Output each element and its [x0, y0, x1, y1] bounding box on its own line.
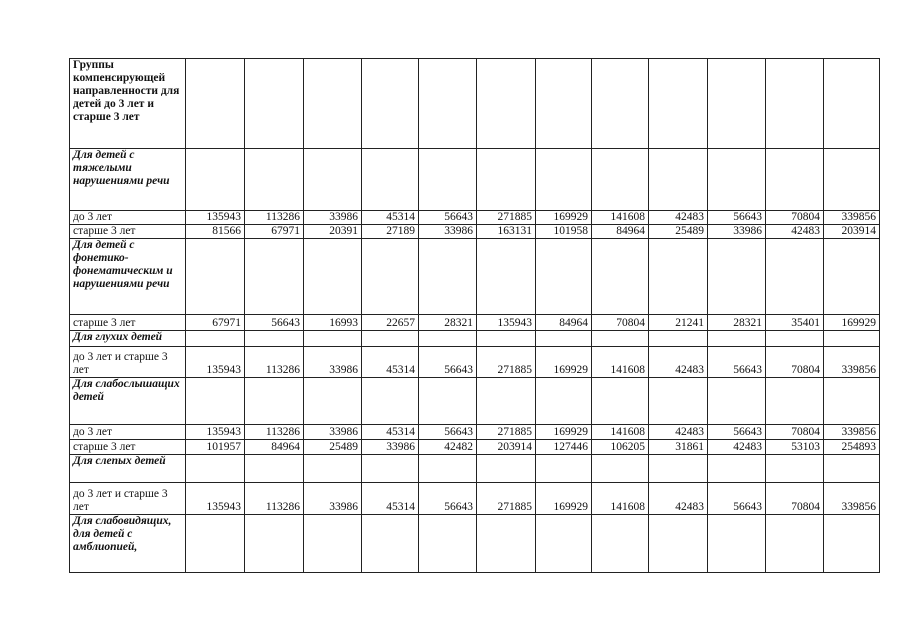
table-cell: 31861	[649, 440, 708, 455]
table-cell: 28321	[419, 315, 477, 331]
category-row	[70, 455, 880, 483]
row-label: старше 3 лет	[70, 315, 186, 331]
table-cell: 42483	[649, 425, 708, 440]
row-label: до 3 лет и старше 3 лет	[70, 347, 186, 378]
row-label: до 3 лет	[70, 425, 186, 440]
table-cell	[708, 239, 766, 315]
table-cell	[649, 149, 708, 211]
table-cell: 25489	[304, 440, 362, 455]
table-cell: 169929	[536, 483, 592, 515]
table-cell: 271885	[477, 483, 536, 515]
table-cell: 33986	[419, 225, 477, 239]
table-cell: 56643	[419, 425, 477, 440]
table-cell: 70804	[766, 483, 824, 515]
table-cell: 70804	[766, 347, 824, 378]
table-cell: 113286	[245, 425, 304, 440]
table-cell: 70804	[592, 315, 649, 331]
table-cell	[766, 378, 824, 425]
table-cell	[186, 515, 245, 573]
table-cell: 141608	[592, 483, 649, 515]
table-cell: 169929	[824, 315, 880, 331]
table-cell	[649, 378, 708, 425]
table-cell	[477, 149, 536, 211]
table-cell: 70804	[766, 425, 824, 440]
table-cell	[592, 455, 649, 483]
table-row	[70, 483, 880, 515]
table-cell	[477, 59, 536, 149]
table-cell: 141608	[592, 347, 649, 378]
table-cell	[536, 149, 592, 211]
table-row	[70, 315, 880, 331]
table-cell	[362, 59, 419, 149]
table-cell: 56643	[708, 483, 766, 515]
table-cell: 20391	[304, 225, 362, 239]
table-cell	[708, 59, 766, 149]
table-cell	[477, 515, 536, 573]
table-cell: 135943	[477, 315, 536, 331]
table-cell: 339856	[824, 347, 880, 378]
category-row	[70, 331, 880, 347]
table-cell	[824, 378, 880, 425]
table-cell	[419, 331, 477, 347]
table-cell	[592, 59, 649, 149]
table-cell	[824, 455, 880, 483]
table-cell	[592, 515, 649, 573]
table-cell: 135943	[186, 347, 245, 378]
table-cell: 271885	[477, 425, 536, 440]
table-cell	[592, 378, 649, 425]
table-cell	[186, 239, 245, 315]
table-cell: 113286	[245, 211, 304, 225]
category-row	[70, 149, 880, 211]
table-cell	[362, 149, 419, 211]
table-cell: 169929	[536, 347, 592, 378]
table-cell: 141608	[592, 425, 649, 440]
table-cell: 135943	[186, 425, 245, 440]
table-row	[70, 225, 880, 239]
table-cell	[592, 331, 649, 347]
table-cell: 56643	[245, 315, 304, 331]
table-cell	[304, 239, 362, 315]
table-cell: 33986	[304, 425, 362, 440]
table-cell: 84964	[536, 315, 592, 331]
table-cell	[304, 378, 362, 425]
table-row	[70, 347, 880, 378]
row-label: старше 3 лет	[70, 440, 186, 455]
table-cell	[304, 515, 362, 573]
table-cell: 339856	[824, 211, 880, 225]
table-cell	[304, 455, 362, 483]
table-cell	[419, 378, 477, 425]
table-cell	[186, 378, 245, 425]
table-cell	[592, 149, 649, 211]
tariff-table	[69, 58, 880, 573]
category-label: Для слепых детей	[70, 455, 186, 483]
table-row	[70, 211, 880, 225]
category-label: Для детей с фонетико-фонематическим и нарушениями речи	[70, 239, 186, 315]
table-cell	[186, 331, 245, 347]
table-cell: 33986	[304, 483, 362, 515]
table-cell	[419, 149, 477, 211]
table-cell	[245, 378, 304, 425]
table-cell	[419, 515, 477, 573]
table-cell: 27189	[362, 225, 419, 239]
table-cell	[824, 59, 880, 149]
table-cell	[304, 59, 362, 149]
table-cell	[362, 378, 419, 425]
table-cell: 169929	[536, 425, 592, 440]
table-cell	[649, 515, 708, 573]
category-label: Для слабослышащих детей	[70, 378, 186, 425]
table-cell: 33986	[708, 225, 766, 239]
table-cell: 84964	[245, 440, 304, 455]
table-cell	[362, 239, 419, 315]
table-cell: 101958	[536, 225, 592, 239]
table-cell	[708, 149, 766, 211]
table-cell: 70804	[766, 211, 824, 225]
table-cell	[708, 515, 766, 573]
table-cell: 42483	[708, 440, 766, 455]
header-row	[70, 59, 880, 149]
category-label: Для детей с тяжелыми нарушениями речи	[70, 149, 186, 211]
table-cell	[419, 59, 477, 149]
row-label: старше 3 лет	[70, 225, 186, 239]
table-cell: 135943	[186, 483, 245, 515]
table-cell: 21241	[649, 315, 708, 331]
table-cell	[477, 455, 536, 483]
table-cell	[824, 331, 880, 347]
table-cell	[766, 455, 824, 483]
table-cell: 84964	[592, 225, 649, 239]
table-cell	[766, 331, 824, 347]
table-cell: 67971	[245, 225, 304, 239]
table-cell: 56643	[708, 347, 766, 378]
table-cell: 42482	[419, 440, 477, 455]
category-label: Для глухих детей	[70, 331, 186, 347]
table-cell	[245, 59, 304, 149]
table-cell: 42483	[649, 483, 708, 515]
table-cell: 101957	[186, 440, 245, 455]
table-cell	[245, 455, 304, 483]
table-cell	[477, 378, 536, 425]
table-cell: 33986	[304, 347, 362, 378]
table-cell	[362, 455, 419, 483]
table-cell	[536, 378, 592, 425]
table-cell	[536, 59, 592, 149]
table-cell: 33986	[304, 211, 362, 225]
table-cell	[708, 331, 766, 347]
table-cell	[649, 331, 708, 347]
table-cell	[536, 515, 592, 573]
table-cell	[766, 149, 824, 211]
table-cell	[304, 149, 362, 211]
table-cell	[536, 239, 592, 315]
table-cell: 127446	[536, 440, 592, 455]
table-cell	[766, 515, 824, 573]
table-cell: 56643	[419, 347, 477, 378]
table-cell	[362, 331, 419, 347]
category-row	[70, 239, 880, 315]
table-cell	[708, 378, 766, 425]
table-cell: 28321	[708, 315, 766, 331]
table-cell	[824, 239, 880, 315]
table-cell: 203914	[477, 440, 536, 455]
table-cell: 25489	[649, 225, 708, 239]
table-cell	[477, 331, 536, 347]
table-cell: 45314	[362, 211, 419, 225]
table-cell	[362, 515, 419, 573]
table-cell	[536, 455, 592, 483]
table-header-label: Группы компенсирующей направленности для детей до 3 лет и старше 3 лет	[70, 59, 186, 149]
table-cell: 339856	[824, 425, 880, 440]
table-cell	[419, 239, 477, 315]
table-cell: 45314	[362, 483, 419, 515]
table-cell: 271885	[477, 211, 536, 225]
table-cell	[824, 515, 880, 573]
table-row	[70, 425, 880, 440]
table-cell	[245, 149, 304, 211]
category-row	[70, 515, 880, 573]
table-cell: 339856	[824, 483, 880, 515]
table-row	[70, 440, 880, 455]
table-cell: 56643	[708, 211, 766, 225]
table-cell: 56643	[419, 211, 477, 225]
table-cell: 271885	[477, 347, 536, 378]
table-cell: 53103	[766, 440, 824, 455]
table-cell: 56643	[708, 425, 766, 440]
category-row	[70, 378, 880, 425]
table-cell	[649, 455, 708, 483]
table-cell: 42483	[766, 225, 824, 239]
table-cell	[824, 149, 880, 211]
table-cell: 106205	[592, 440, 649, 455]
table-cell: 42483	[649, 211, 708, 225]
table-cell	[766, 59, 824, 149]
table-cell	[245, 239, 304, 315]
table-cell: 45314	[362, 425, 419, 440]
table-cell: 35401	[766, 315, 824, 331]
table-cell	[766, 239, 824, 315]
category-label: Для слабовидящих, для детей с амблиопией,	[70, 515, 186, 573]
table-cell	[304, 331, 362, 347]
table-cell	[186, 149, 245, 211]
table-cell: 141608	[592, 211, 649, 225]
table-cell: 81566	[186, 225, 245, 239]
row-label: до 3 лет и старше 3 лет	[70, 483, 186, 515]
table-cell	[477, 239, 536, 315]
table-cell: 113286	[245, 347, 304, 378]
table-cell	[649, 59, 708, 149]
table-cell: 203914	[824, 225, 880, 239]
table-cell	[186, 59, 245, 149]
table-cell: 42483	[649, 347, 708, 378]
table-cell: 56643	[419, 483, 477, 515]
table-cell	[419, 455, 477, 483]
table-cell	[536, 331, 592, 347]
table-cell	[245, 331, 304, 347]
table-cell	[245, 515, 304, 573]
table-cell: 135943	[186, 211, 245, 225]
table-cell: 33986	[362, 440, 419, 455]
row-label: до 3 лет	[70, 211, 186, 225]
table-cell: 67971	[186, 315, 245, 331]
table-cell	[649, 239, 708, 315]
table-cell: 169929	[536, 211, 592, 225]
table-cell	[592, 239, 649, 315]
table-cell	[708, 455, 766, 483]
table-cell: 45314	[362, 347, 419, 378]
table-cell: 16993	[304, 315, 362, 331]
table-cell: 113286	[245, 483, 304, 515]
table-cell: 163131	[477, 225, 536, 239]
table-cell: 22657	[362, 315, 419, 331]
table-cell: 254893	[824, 440, 880, 455]
table-cell	[186, 455, 245, 483]
